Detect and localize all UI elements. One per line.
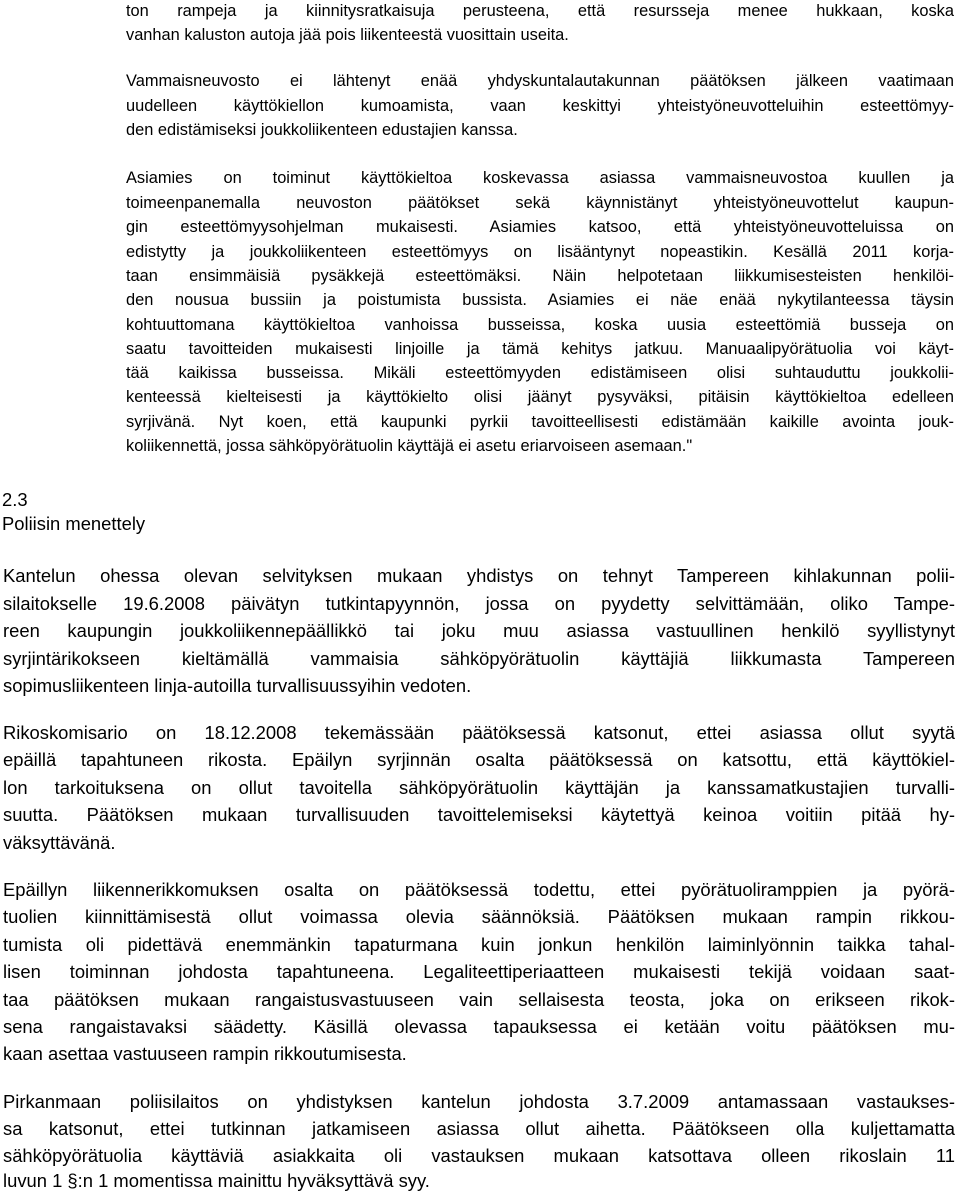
text-line: tää kaikissa busseissa. Mikäli esteettömyyden edistämiseen olisi suhtauduttu joukkolii- [126, 364, 954, 382]
text-line: silaitokselle 19.6.2008 päivätyn tutkintapyynnön, jossa on pyydetty selvittämään, oliko Tampe- [3, 593, 955, 614]
section-title: Poliisin menettely [2, 513, 146, 534]
text-line: sähköpyörätuolia käyttäviä asiakkaita oli vastauksen mukaan katsottava olleen rikoslain 11 [3, 1145, 955, 1166]
text-line: lon tarkoituksena on ollut tavoitella sähköpyörätuolin käyttäjän ja kanssamatkustajien turvalli- [3, 777, 955, 798]
section-number: 2.3 [2, 489, 28, 510]
text-line: tuolien kiinnittämisestä ollut voimassa olevia säännöksiä. Päätöksen mukaan rampin rikkou- [3, 906, 955, 927]
text-line: syrjivänä. Nyt koen, että kaupunki pyrkii tavoitteellisesti edistämään kaikille avointa jouk- [126, 413, 954, 431]
text-line: Rikoskomisario on 18.12.2008 tekemässään päätöksessä katsonut, ettei asiassa ollut syytä [3, 722, 955, 743]
text-line: den edistämiseksi joukkoliikenteen edustajien kanssa. [126, 121, 518, 139]
text-line: lisen toiminnan johdosta tapahtuneena. Legaliteettiperiaatteen mukaisesti tekijä voidaan saat- [3, 961, 955, 982]
text-line: reen kaupungin joukkoliikennepäällikkö tai joku muu asiassa vastuullinen henkilö syyllistynyt [3, 620, 955, 641]
text-line: toimeenpanemalla neuvoston päätökset sekä käynnistänyt yhteistyöneuvottelut kaupun- [126, 194, 954, 212]
text-line: sopimusliikenteen linja-autoilla turvallisuussyihin vedoten. [3, 675, 472, 696]
text-line: sa katsonut, ettei tutkinnan jatkamiseen asiassa ollut aihetta. Päätökseen olla kuljettamatta [3, 1118, 955, 1139]
text-line: tumista oli pidettävä enemmänkin tapaturmana kuin jonkun henkilön laiminlyönnin taikka tahal- [3, 934, 955, 955]
text-line: Kantelun ohessa olevan selvityksen mukaan yhdistys on tehnyt Tampereen kihlakunnan polii- [3, 565, 955, 586]
text-line: koliikennettä, jossa sähköpyörätuolin käyttäjä ei asetu eriarvoiseen asemaan." [126, 437, 693, 455]
text-line: uudelleen käyttökiellon kumoamista, vaan keskittyi yhteistyöneuvotteluihin esteettömyy- [126, 97, 954, 115]
text-line: den nousua bussiin ja poistumista bussista. Asiamies ei näe enää nykytilanteessa täysin [126, 291, 954, 309]
text-line: luvun 1 §:n 1 momentissa mainittu hyväksyttävä syy. [3, 1170, 430, 1191]
text-line: sena rangaistavaksi säädetty. Käsillä olevassa tapauksessa ei ketään voitu päätöksen mu- [3, 1016, 955, 1037]
text-line: gin esteettömyysohjelman mukaisesti. Asiamies katsoo, että yhteistyöneuvotteluissa on [126, 218, 954, 236]
text-line: syrjintärikokseen kieltämällä vammaisia sähköpyörätuolin käyttäjiä liikkumasta Tampereen [3, 648, 955, 669]
text-line: ton rampeja ja kiinnitysratkaisuja perusteena, että resursseja menee hukkaan, koska [126, 2, 954, 20]
text-line: Asiamies on toiminut käyttökieltoa koskevassa asiassa vammaisneuvostoa kuullen ja [126, 169, 954, 187]
text-line: Pirkanmaan poliisilaitos on yhdistyksen kantelun johdosta 3.7.2009 antamassaan vastaukses- [3, 1091, 955, 1112]
text-line: epäillä tapahtuneen rikosta. Epäilyn syrjinnän osalta päätöksessä on katsottu, että käyttökiel- [3, 749, 955, 770]
text-line: Vammaisneuvosto ei lähtenyt enää yhdyskuntalautakunnan päätöksen jälkeen vaatimaan [126, 72, 954, 90]
text-line: taan ensimmäisiä pysäkkejä esteettömäksi. Näin helpotetaan liikkumisesteisten henkilöi- [126, 267, 954, 285]
text-line: edistytty ja joukkoliikenteen esteettömyys on lisääntynyt nopeastikin. Kesällä 2011 korja- [126, 243, 954, 261]
text-line: suutta. Päätöksen mukaan turvallisuuden tavoittelemiseksi käytettyä keinoa voitiin pitää hy- [3, 804, 955, 825]
text-line: taa päätöksen mukaan rangaistusvastuuseen vain sellaisesta teosta, joka on erikseen rikok- [3, 989, 955, 1010]
text-line: kaan asettaa vastuuseen rampin rikkoutumisesta. [3, 1043, 407, 1064]
text-line: Epäillyn liikennerikkomuksen osalta on päätöksessä todettu, ettei pyörätuoliramppien ja pyörä- [3, 879, 955, 900]
text-line: vanhan kaluston autoja jää pois liikenteestä vuosittain useita. [126, 26, 569, 44]
text-line: kohtuuttomana käyttökieltoa vanhoissa busseissa, koska uusia esteettömiä busseja on [126, 316, 954, 334]
text-line: kenteessä kielteisesti ja käyttökielto olisi jäänyt pysyväksi, pitäisin käyttökieltoa edelleen [126, 388, 954, 406]
text-line: väksyttävänä. [3, 832, 116, 853]
text-line: saatu tavoitteiden mukaisesti linjoille ja tämä kehitys jatkuu. Manuaalipyörätuolia voi käyt- [126, 340, 954, 358]
